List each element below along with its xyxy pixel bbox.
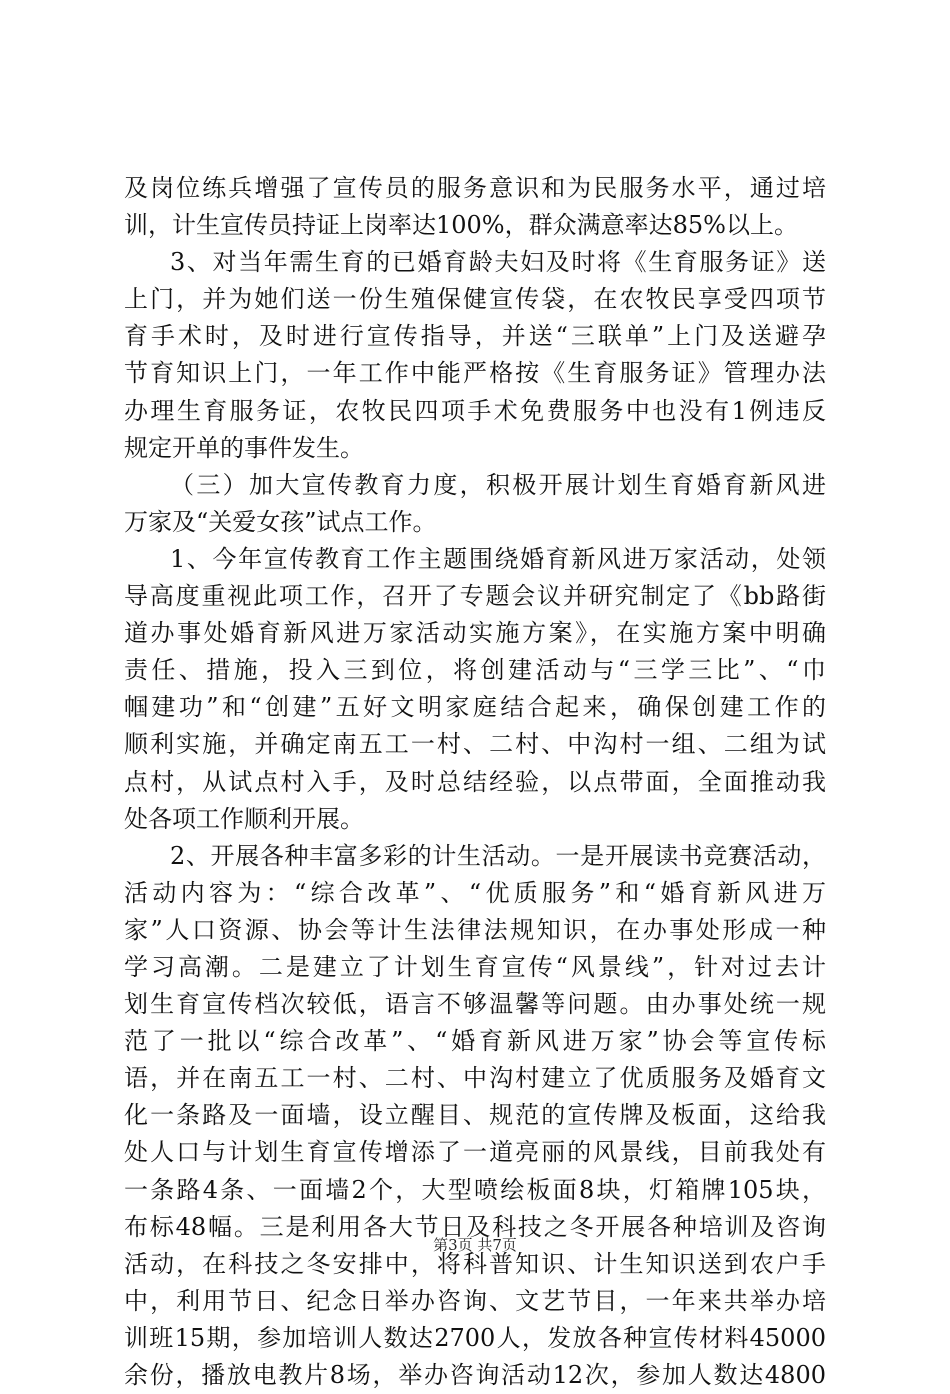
text-line: 化一条路及一面墙，设立醒目、规范的宣传牌及板面，这给我 (124, 1101, 826, 1130)
text-line: 1、今年宣传教育工作主题围绕婚育新风进万家活动，处领 (170, 544, 826, 573)
document-body (124, 170, 826, 1394)
text-line: 上门，并为她们送一份生殖保健宣传袋，在农牧民享受四项节 (124, 285, 826, 314)
text-line: 万家及“关爱女孩”试点工作。 (124, 507, 437, 536)
text-line: 语，并在南五工一村、二村、中沟村建立了优质服务及婚育文 (124, 1064, 826, 1093)
text-line: 学习高潮。二是建立了计划生育宣传“风景线”，针对过去计 (124, 952, 826, 981)
text-line: 帼建功”和“创建”五好文明家庭结合起来，确保创建工作的 (124, 693, 826, 722)
page-footer (0, 1234, 950, 1255)
text-line: 布标48幅。三是利用各大节日及科技之冬开展各种培训及咨询 (124, 1212, 826, 1241)
text-line: 及岗位练兵增强了宣传员的服务意识和为民服务水平，通过培 (124, 174, 826, 202)
text-line: 训，计生宣传员持证上岗率达100%，群众满意率达85%以上。 (124, 211, 798, 240)
text-line: 一条路4条、一面墙2个，大型喷绘板面8块，灯箱牌105块， (124, 1175, 826, 1204)
text-line: 活动内容为：“综合改革”、“优质服务”和“婚育新风进万 (124, 878, 826, 907)
text-line: 导高度重视此项工作，召开了专题会议并研究制定了《bb路街 (124, 582, 826, 611)
text-line: 训班15期，参加培训人数达2700人，发放各种宣传材料45000 (124, 1323, 826, 1352)
text-line: 3、对当年需生育的已婚育龄夫妇及时将《生育服务证》送 (170, 248, 826, 277)
text-line: 办理生育服务证，农牧民四项手术免费服务中也没有1例违反 (124, 396, 826, 425)
text-line: 育手术时，及时进行宣传指导，并送“三联单”上门及送避孕 (124, 322, 826, 351)
text-line: 顺利实施，并确定南五工一村、二村、中沟村一组、二组为试 (124, 730, 826, 759)
text-line: 责任、措施，投入三到位，将创建活动与“三学三比”、“巾 (124, 656, 826, 685)
text-line: 规定开单的事件发生。 (124, 433, 364, 462)
text-line: 活动，在科技之冬安排中，将科普知识、计生知识送到农户手 (124, 1249, 826, 1278)
text-line: 道办事处婚育新风进万家活动实施方案》，在实施方案中明确 (124, 619, 826, 648)
page-number: 第3页 共7页 (433, 1236, 517, 1254)
text-line: （三）加大宣传教育力度，积极开展计划生育婚育新风进 (170, 470, 826, 499)
text-line: 余份，播放电教片8场，举办咨询活动12次，参加人数达4800 (124, 1361, 826, 1389)
text-line: 处人口与计划生育宣传增添了一道亮丽的风景线，目前我处有 (124, 1138, 826, 1167)
text-line: 2、开展各种丰富多彩的计生活动。一是开展读书竞赛活动， (170, 841, 826, 870)
text-line: 节育知识上门，一年工作中能严格按《生育服务证》管理办法 (124, 359, 826, 388)
text-line: 家”人口资源、协会等计生法律法规知识，在办事处形成一种 (124, 915, 826, 944)
text-line: 范了一批以“综合改革”、“婚育新风进万家”协会等宣传标 (124, 1027, 826, 1056)
text-line: 中，利用节日、纪念日举办咨询、文艺节目，一年来共举办培 (124, 1286, 826, 1315)
text-line: 处各项工作顺利开展。 (124, 804, 364, 833)
text-line: 点村，从试点村入手，及时总结经验，以点带面，全面推动我 (124, 767, 826, 796)
text-line: 划生育宣传档次较低，语言不够温馨等问题。由办事处统一规 (124, 990, 826, 1019)
